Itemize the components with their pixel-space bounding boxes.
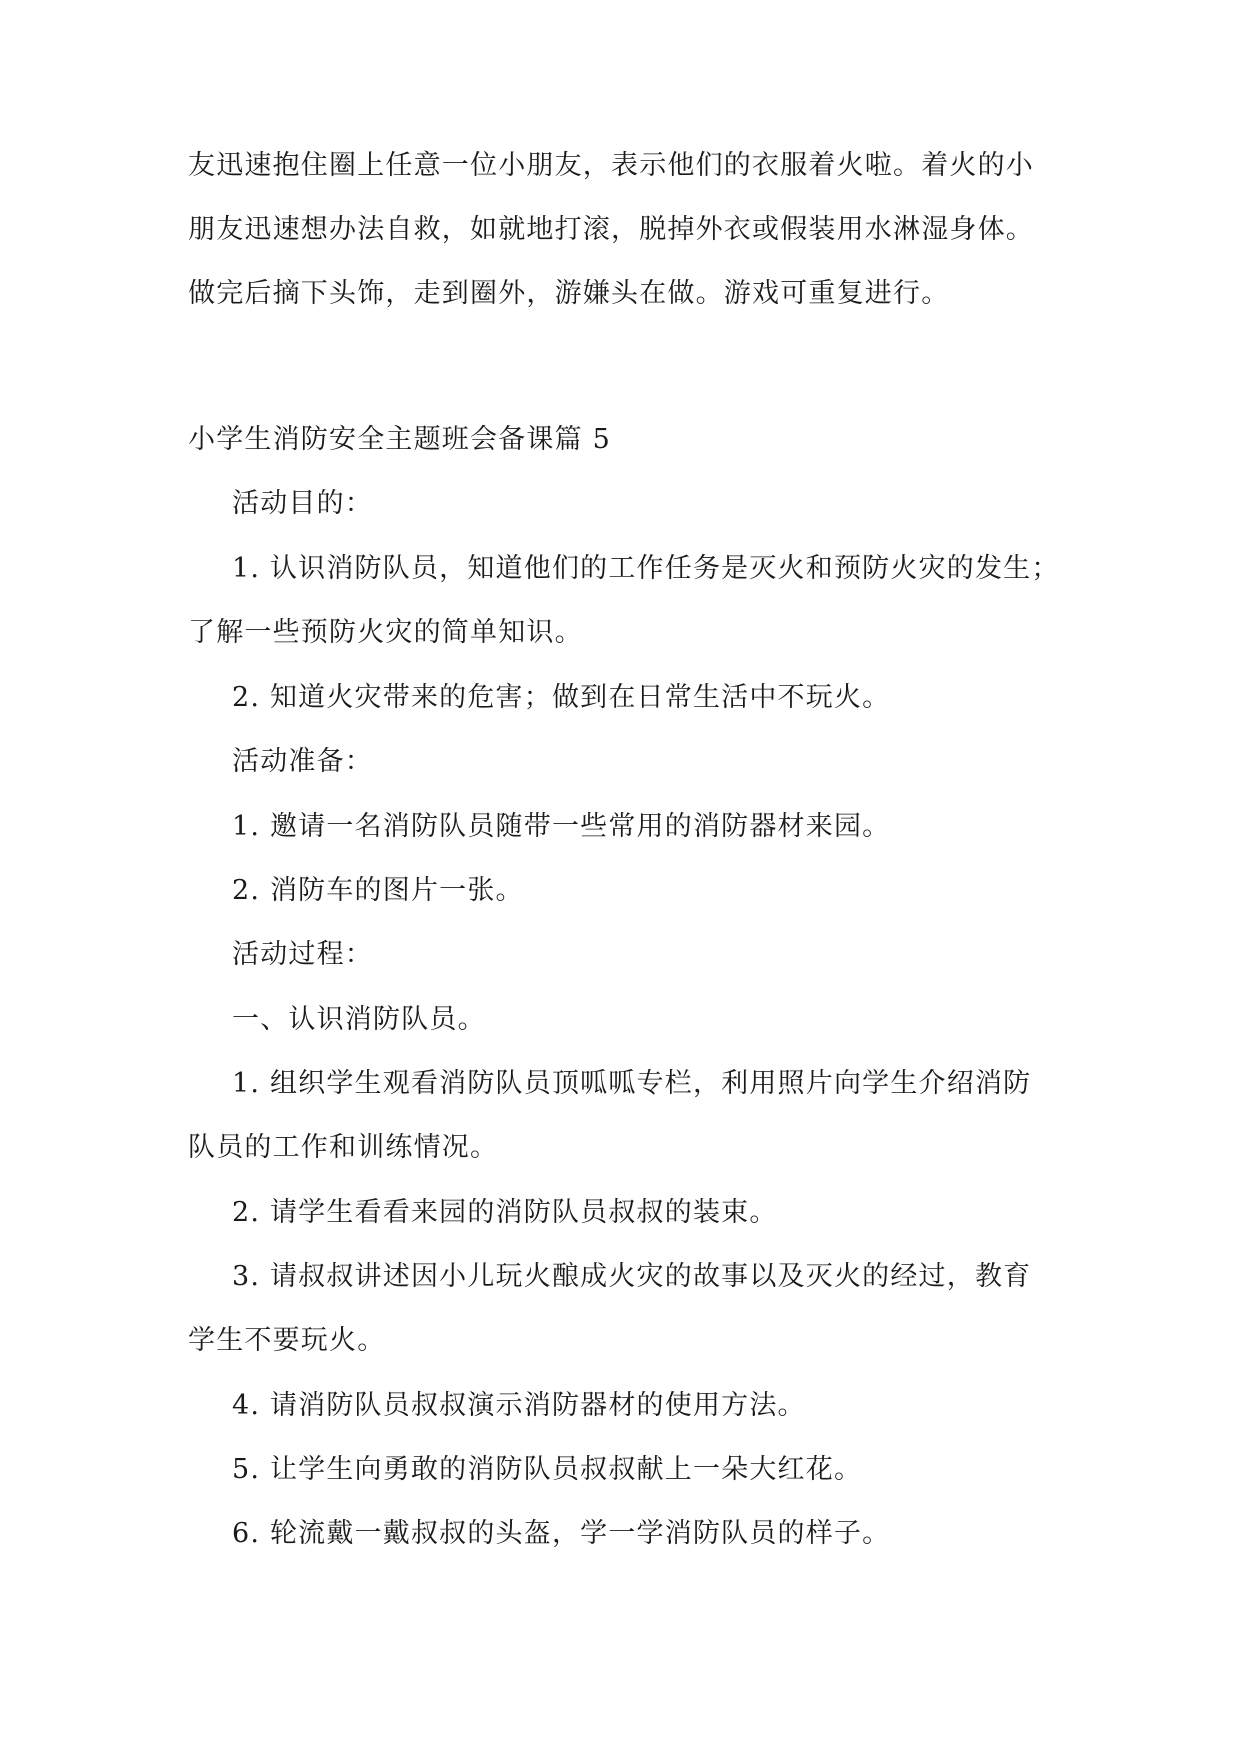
step-1-line-1: 1. 组织学生观看消防队员顶呱呱专栏，利用照片向学生介绍消防 <box>232 1068 1032 1099</box>
process-heading: 活动过程： <box>232 939 373 970</box>
intro-line-1: 友迅速抱住圈上任意一位小朋友，表示他们的衣服着火啦。着火的小 <box>188 150 1034 181</box>
step-6: 6. 轮流戴一戴叔叔的头盔，学一学消防队员的样子。 <box>232 1518 891 1549</box>
step-4: 4. 请消防队员叔叔演示消防器材的使用方法。 <box>232 1390 806 1421</box>
step-3-line-1: 3. 请叔叔讲述因小儿玩火酿成火灾的故事以及灭火的经过，教育 <box>232 1261 1032 1292</box>
step-3-line-2: 学生不要玩火。 <box>188 1325 386 1356</box>
step-5: 5. 让学生向勇敢的消防队员叔叔献上一朵大红花。 <box>232 1454 863 1485</box>
goal-2: 2. 知道火灾带来的危害；做到在日常生活中不玩火。 <box>232 682 891 713</box>
step-2: 2. 请学生看看来园的消防队员叔叔的装束。 <box>232 1197 778 1228</box>
prep-2: 2. 消防车的图片一张。 <box>232 875 524 906</box>
section-title: 小学生消防安全主题班会备课篇 5 <box>188 424 611 455</box>
prep-heading: 活动准备： <box>232 746 373 777</box>
goal-1-line-1: 1. 认识消防队员，知道他们的工作任务是灭火和预防火灾的发生； <box>232 553 1060 584</box>
goals-heading: 活动目的： <box>232 488 373 519</box>
intro-line-2: 朋友迅速想办法自救，如就地打滚，脱掉外衣或假装用水淋湿身体。 <box>188 214 1034 245</box>
step-1-line-2: 队员的工作和训练情况。 <box>188 1132 499 1163</box>
intro-line-3: 做完后摘下头饰，走到圈外，游嫌头在做。游戏可重复进行。 <box>188 278 950 309</box>
prep-1: 1. 邀请一名消防队员随带一些常用的消防器材来园。 <box>232 811 891 842</box>
goal-1-line-2: 了解一些预防火灾的简单知识。 <box>188 617 583 648</box>
process-part-1: 一、认识消防队员。 <box>232 1004 486 1035</box>
